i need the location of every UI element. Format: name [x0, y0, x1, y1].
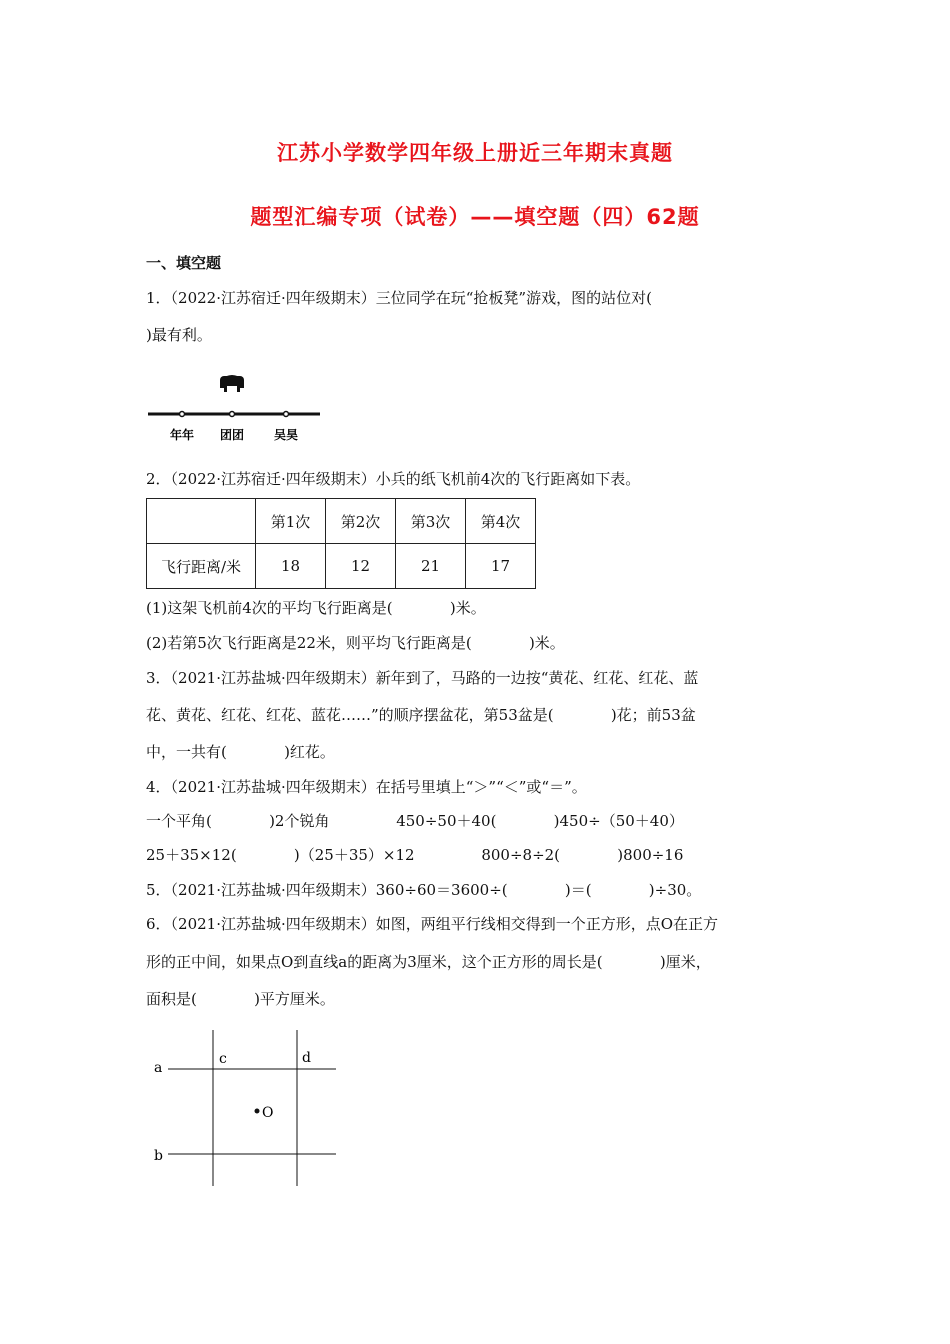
table-header-cell: 第3次	[396, 499, 466, 544]
q3-line-3: 中，一共有( )红花。	[146, 743, 335, 761]
q4-line-3: 25＋35×12( )（25＋35）×12 800÷8÷2( )800÷16	[146, 846, 684, 864]
label-o: O	[262, 1105, 274, 1121]
table-cell: 18	[256, 544, 326, 589]
q2-sub-2: (2)若第5次飞行距离是22米，则平均飞行距离是( )米。	[146, 634, 565, 652]
title-line-2: 题型汇编专项（试卷）——填空题（四）62题	[250, 205, 700, 229]
table-header-cell: 第4次	[466, 499, 536, 544]
q1-line-2: )最有利。	[146, 326, 212, 344]
q6-figure	[146, 1026, 346, 1190]
label-d: d	[302, 1050, 311, 1066]
table-cell: 12	[326, 544, 396, 589]
table-header-cell: 第2次	[326, 499, 396, 544]
table-row	[147, 544, 536, 589]
q5-line-1: 5．（2021·江苏盐城·四年级期末）360÷60＝3600÷( )＝( )÷30。	[146, 881, 702, 899]
point-o	[255, 1109, 260, 1114]
q1-figure	[146, 366, 326, 446]
q2-line-1: 2．（2022·江苏宿迁·四年级期末）小兵的纸飞机前4次的飞行距离如下表。	[146, 470, 641, 488]
label-b: b	[154, 1148, 163, 1164]
label-c: c	[219, 1051, 227, 1067]
position-dot-1	[180, 412, 185, 417]
position-dot-3	[284, 412, 289, 417]
label-tuantuan: 团团	[220, 428, 245, 442]
q6-line-1: 6．（2021·江苏盐城·四年级期末）如图，两组平行线相交得到一个正方形，点O在正方	[146, 915, 719, 933]
q6-line-3: 面积是( )平方厘米。	[146, 990, 335, 1008]
section-heading: 一、填空题	[146, 254, 222, 272]
q2-sub-1: (1)这架飞机前4次的平均飞行距离是( )米。	[146, 599, 486, 617]
table-header-cell: 第1次	[256, 499, 326, 544]
label-wuhao: 吴昊	[274, 428, 299, 442]
table-cell: 17	[466, 544, 536, 589]
table-row-label: 飞行距离/米	[147, 544, 256, 589]
q4-line-1: 4．（2021·江苏盐城·四年级期末）在括号里填上“＞”“＜”或“＝”。	[146, 778, 587, 796]
q3-line-2: 花、黄花、红花、红花、蓝花……”的顺序摆盆花，第53盆是( )花；前53盆	[146, 706, 696, 724]
title-line-1: 江苏小学数学四年级上册近三年期末真题	[277, 141, 673, 165]
table-header-row	[147, 499, 536, 544]
flight-distance-table	[146, 498, 536, 589]
q4-line-2: 一个平角( )2个锐角 450÷50＋40( )450÷（50＋40）	[146, 812, 684, 830]
table-cell: 21	[396, 544, 466, 589]
position-dot-2	[230, 412, 235, 417]
q3-line-1: 3．（2021·江苏盐城·四年级期末）新年到了，马路的一边按“黄花、红花、红花、蓝	[146, 669, 699, 687]
table-header-cell	[147, 499, 256, 544]
q1-line-1: 1．（2022·江苏宿迁·四年级期末）三位同学在玩“抢板凳”游戏，图的站位对(	[146, 289, 652, 307]
q6-line-2: 形的正中间，如果点O到直线a的距离为3厘米，这个正方形的周长是( )厘米，	[146, 953, 711, 971]
label-niannian: 年年	[170, 428, 195, 442]
label-a: a	[154, 1060, 163, 1076]
